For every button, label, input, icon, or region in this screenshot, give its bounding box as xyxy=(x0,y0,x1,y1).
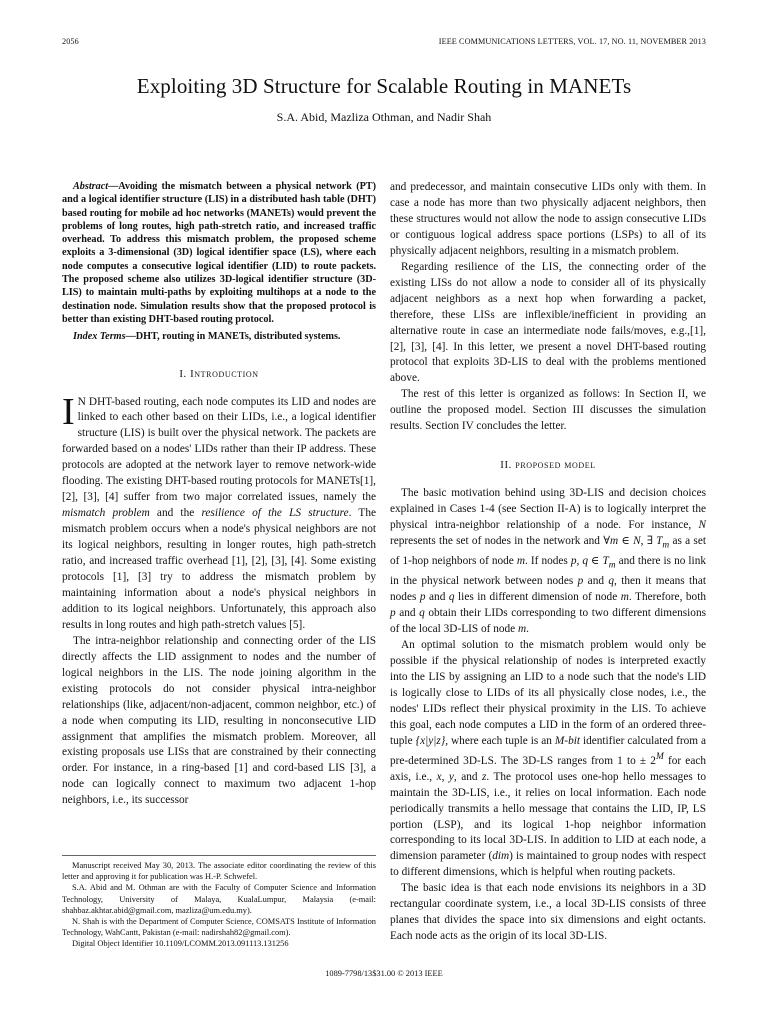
index-terms-text: —DHT, routing in MANETs, distributed systems. xyxy=(125,331,341,343)
footnote-affiliation-1: S.A. Abid and M. Othman are with the Faculty of Computer Science and Information Technology, University of Malaya, KualaLumpur, Malaysia (e-mail: shahbaz.akhtar.abid@gmail.com, mazliza@um.edu.my). xyxy=(62,883,376,915)
footnote-affiliation-2: N. Shah is with the Department of Computer Science, COMSATS Institute of Information Technology, WahCantt, Pakistan (e-mail: nadirshah82@gmail.com). xyxy=(62,917,376,938)
model-paragraph-3: The basic idea is that each node envisions its neighbors in a 3D rectangular coordinate system, i.e., a local 3D-LIS consists of three planes that divides the space into six dimensions and eight octants. Each node acts as the origin of its local 3D-LIS. xyxy=(390,882,706,943)
section-heading-proposed-model: II. proposed model xyxy=(500,459,596,472)
footnote-manuscript: Manuscript received May 30, 2013. The associate editor coordinating the review of this letter and approving it for publication was H.-P. Schwefel. xyxy=(62,861,376,882)
model-paragraph-2: An optimal solution to the mismatch problem would only be possible if the physical relationship of nodes is interpreted exactly into the LIS by assigning an LID to a node such that the node's LID is logically close to LIDs of its all physically close nodes, i.e., the nodes' LIDs reflect their physical proximity in the LIS. To achieve this goal, each node computes a LID in the form of an ordered three-tuple {x|y|z}, where each tuple is an M-bit identifier calculated from a pre-determined 3D-LS. The 3D-LS ranges from 1 to ± $2^M$ for each axis, i.e., x, y, and z. The protocol uses one-hop hello messages to maintain the 3D-LIS, i.e., it relies on local information. Each node periodically transmits a hello message that contains the LID, IP, LS portion (LSP), and its logical 1-hop neighbor information corresponding to its local 3D-LIS. In addition to LID at each node, a dimension parameter (dim) is maintained to group nodes with respect to different dimensions, which is helpful when routing packets. xyxy=(390,639,707,879)
abstract xyxy=(62,180,376,326)
index-terms xyxy=(62,330,376,343)
abstract-text: —Avoiding the mismatch between a physical network (PT) and a logical identifier structure (LIS) in a distributed hash table (DHT) based routing for mobile ad hoc networks (MANETs) would prevent the problems of long routes, high path-stretch ratio, and increased traffic overhead. To address this mismatch problem, the proposed scheme exploits a 3-dimensional (3D) logical identifier space (LS), where each node computes a consecutive logical identifier (LID) to route packets. The proposed scheme also utilizes 3D-logical identifier structure (3D-LIS) to maintain multi-paths by exploiting multihops at a node to the destination node. Simulation results show that the proposed protocol is better than existing DHT-based routing protocol. xyxy=(62,181,376,325)
paper-authors: S.A. Abid, Mazliza Othman, and Nadir Shah xyxy=(276,110,492,124)
footnote-doi: Digital Object Identifier 10.1109/LCOMM.2013.091113.131256 xyxy=(72,939,289,949)
intro-paragraph-continued: and predecessor, and maintain consecutive LIDs only with them. In case a node has more than two physically adjacent neighbors, then these structures would not allow the node to assign consecutive LIDs or contiguous logical address space portions (LSPs) to all of its physically adjacent neighbors, resulting in a mismatch problem. xyxy=(390,181,706,257)
model-paragraph-1: The basic motivation behind using 3D-LIS and decision choices explained in Cases 1-4 (see Section II-A) is to logically interpret the physical intra-neighbor relationship of a node. For instance, N represents the set of nodes in the network and ∀m ∈ N, ∃ $T_m$ as a set of 1-hop neighbors of node m. If nodes p, q ∈ $T_m$ and there is no link in the physical network between nodes p and q, then it means that nodes p and q lies in different dimension of node m. Therefore, both p and q obtain their LIDs corresponding to two different dimensions of the local 3D-LIS of node m. xyxy=(390,487,706,636)
abstract-lead: Abstract xyxy=(73,181,109,192)
left-column xyxy=(62,180,376,809)
right-column xyxy=(390,180,706,945)
intro-paragraph-2: The intra-neighbor relationship and connecting order of the LIS directly affects the LID assignment to nodes and the number of logical neighbors in the LIS. The node joining algorithm in the existing protocols do not consider physical intra-neighbor relationships (like, adjacent/non-adjacent, common neighbor, etc.) of a node when computing its LID, resulting in nonconsecutive LID assignment that amplifies the mismatch problem. Moreover, all existing proposals use LISs that are constrained by their connecting order. For instance, in a ring-based [1] and cord-based LIS [3], a node can logically connect to maximum two adjacent 1-hop neighbors, i.e., its successor xyxy=(62,634,376,807)
intro-paragraph-resilience: Regarding resilience of the LIS, the connecting order of the existing LISs do not allow a node to consider all of its physically adjacent neighbors as a next hop when forwarding a packet, therefore, these LISs are inflexible/inefficient in providing an alternative route in case an intermediate node fails/moves, e.g.,[1], [2], [3], [4]. In this letter, we present a novel DHT-based routing protocol that exploits 3D-LIS to deal with the problems mentioned above. xyxy=(390,260,706,385)
footnotes xyxy=(62,855,376,950)
drop-cap: I xyxy=(62,390,75,433)
intro-paragraph-organization: The rest of this letter is organized as follows: In Section II, we outline the proposed model. Section III discusses the simulation results. Section IV concludes the letter. xyxy=(390,388,706,433)
running-header: IEEE COMMUNICATIONS LETTERS, VOL. 17, NO. 11, NOVEMBER 2013 xyxy=(438,37,706,46)
paper-title: Exploiting 3D Structure for Scalable Routing in MANETs xyxy=(136,74,632,98)
index-terms-lead: Index Terms xyxy=(73,331,126,343)
copyright-footer: 1089-7798/13$31.00 © 2013 IEEE xyxy=(325,969,443,978)
page-number: 2056 xyxy=(62,37,79,46)
intro-paragraph-1: I N DHT-based routing, each node computes its LID and nodes are linked to each other based on their LIDs, i.e., a logical identifier structure (LIS) is built over the physical network. The packets are forwarded based on a nodes' LIDs rather than their IP address. These protocols are adopted at the network layer to remove network-wide flooding. The existing DHT-based routing protocols for MANETs[1], [2], [3], [4] suffer from two major correlated issues, namely the mismatch problem and the resilience of the LS structure. The mismatch problem occurs when a node's physical neighbors are not its logical neighbors, resulting in longer routes, high path-stretch ratio, and increased traffic overhead [1], [2], [3], [4]. Some existing protocols [1], [3] try to address the mismatch problem by maintaining information about a node's physical neighbors in addition to its logical neighbors. Unfortunately, this approach also results in long routes and high path-stretch values [5]. xyxy=(62,390,376,631)
section-heading-introduction: I. Introduction xyxy=(179,367,259,380)
